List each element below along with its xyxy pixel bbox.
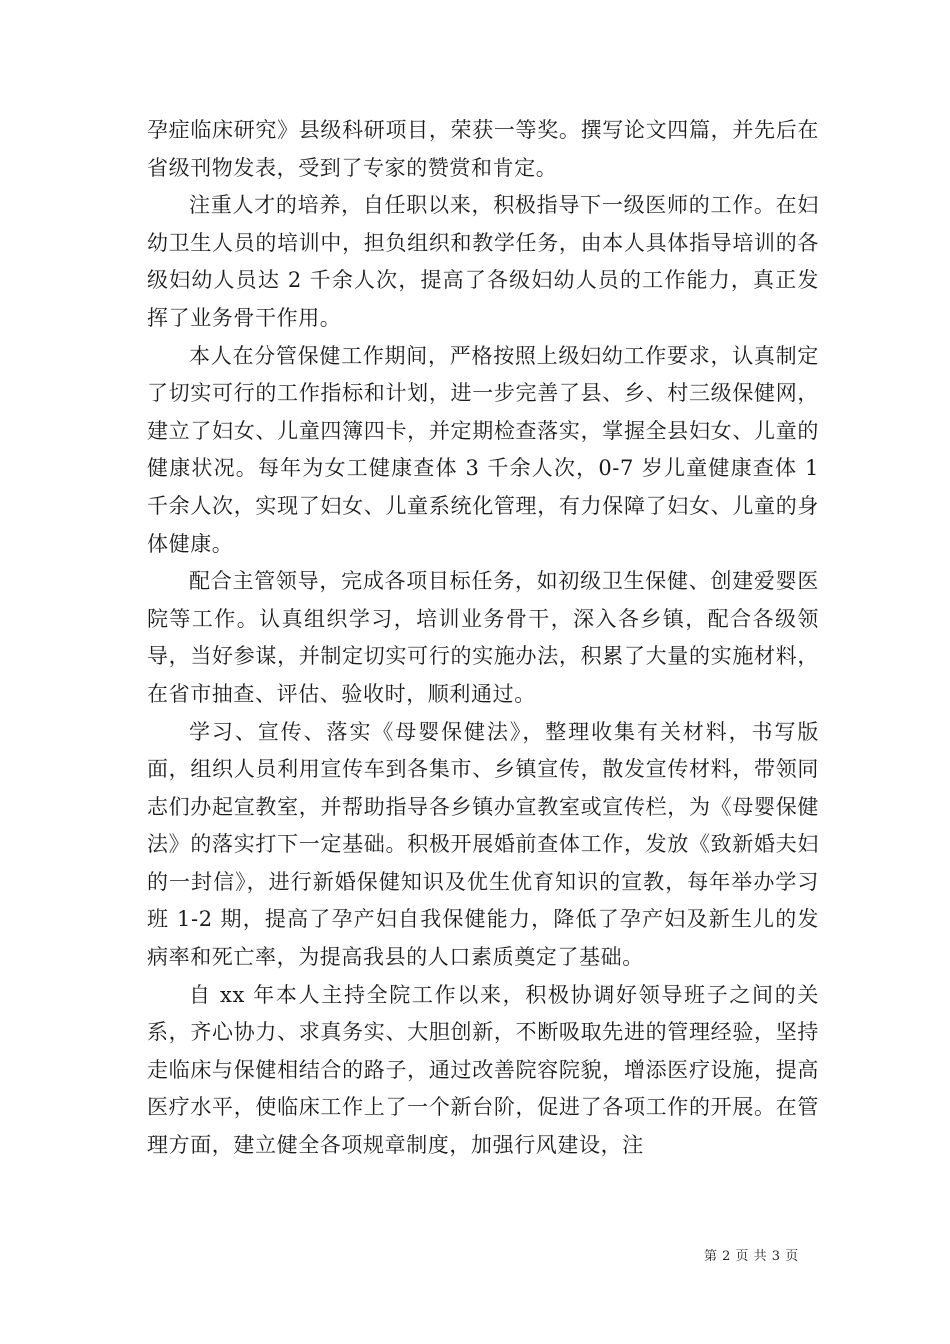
paragraph-healthcare-management: 本人在分管保健工作期间，严格按照上级妇幼工作要求，认真制定了切实可行的工作指标和计划，进一步完善了县、乡、村三级保健网，建立了妇女、儿童四簿四卡，并定期检查落实，掌握全县妇女、儿童的健康状况。每年为女工健康查体 3 千余人次，0-7 岁儿童健康查体 1 千余人次，实现了妇女、儿童系统化管理，有力保障了妇女、儿童的身体健康。 <box>147 343 819 556</box>
paragraph-maternal-law: 学习、宣传、落实《母婴保健法》，整理收集有关材料，书写版面，组织人员利用宣传车到各集市、乡镇宣传，散发宣传材料，带领同志们办起宣教室，并帮助指导各乡镇办宣教室或宣传栏，为《母婴保健法》的落实打下一定基础。积极开展婚前查体工作，发放《致新婚夫妇的一封信》，进行新婚保健知识及优生优育知识的宣教，每年举办学习班 1-2 期，提高了孕产妇自我保健能力，降低了孕产妇及新生儿的发病率和死亡率，为提高我县的人口素质奠定了基础。 <box>147 719 819 970</box>
paragraph-talent-training: 注重人才的培养，自任职以来，积极指导下一级医师的工作。在妇幼卫生人员的培训中，担负组织和教学任务，由本人具体指导培训的各级妇幼人员达 2 千余人次，提高了各级妇幼人员的工作能力，真正发挥了业务骨干作用。 <box>147 193 819 330</box>
page-number-footer: 第 2 页 共 3 页 <box>704 1249 799 1264</box>
paragraph-continuation: 孕症临床研究》县级科研项目，荣获一等奖。撰写论文四篇，并先后在省级刊物发表，受到了专家的赞赏和肯定。 <box>147 118 819 180</box>
paragraph-hospital-leadership: 自 xx 年本人主持全院工作以来，积极协调好领导班子之间的关系，齐心协力、求真务实、大胆创新，不断吸取先进的管理经验，坚持走临床与保健相结合的路子，通过改善院容院貌，增添医疗设施，提高医疗水平，使临床工作上了一个新台阶，促进了各项工作的开展。在管理方面，建立健全各项规章制度，加强行风建设，注 <box>147 982 819 1158</box>
document-body <box>147 112 819 1165</box>
paragraph-target-tasks: 配合主管领导，完成各项目标任务，如初级卫生保健、创建爱婴医院等工作。认真组织学习，培训业务骨干，深入各乡镇，配合各级领导，当好参谋，并制定切实可行的实施办法，积累了大量的实施材料，在省市抽查、评估、验收时，顺利通过。 <box>147 569 819 706</box>
